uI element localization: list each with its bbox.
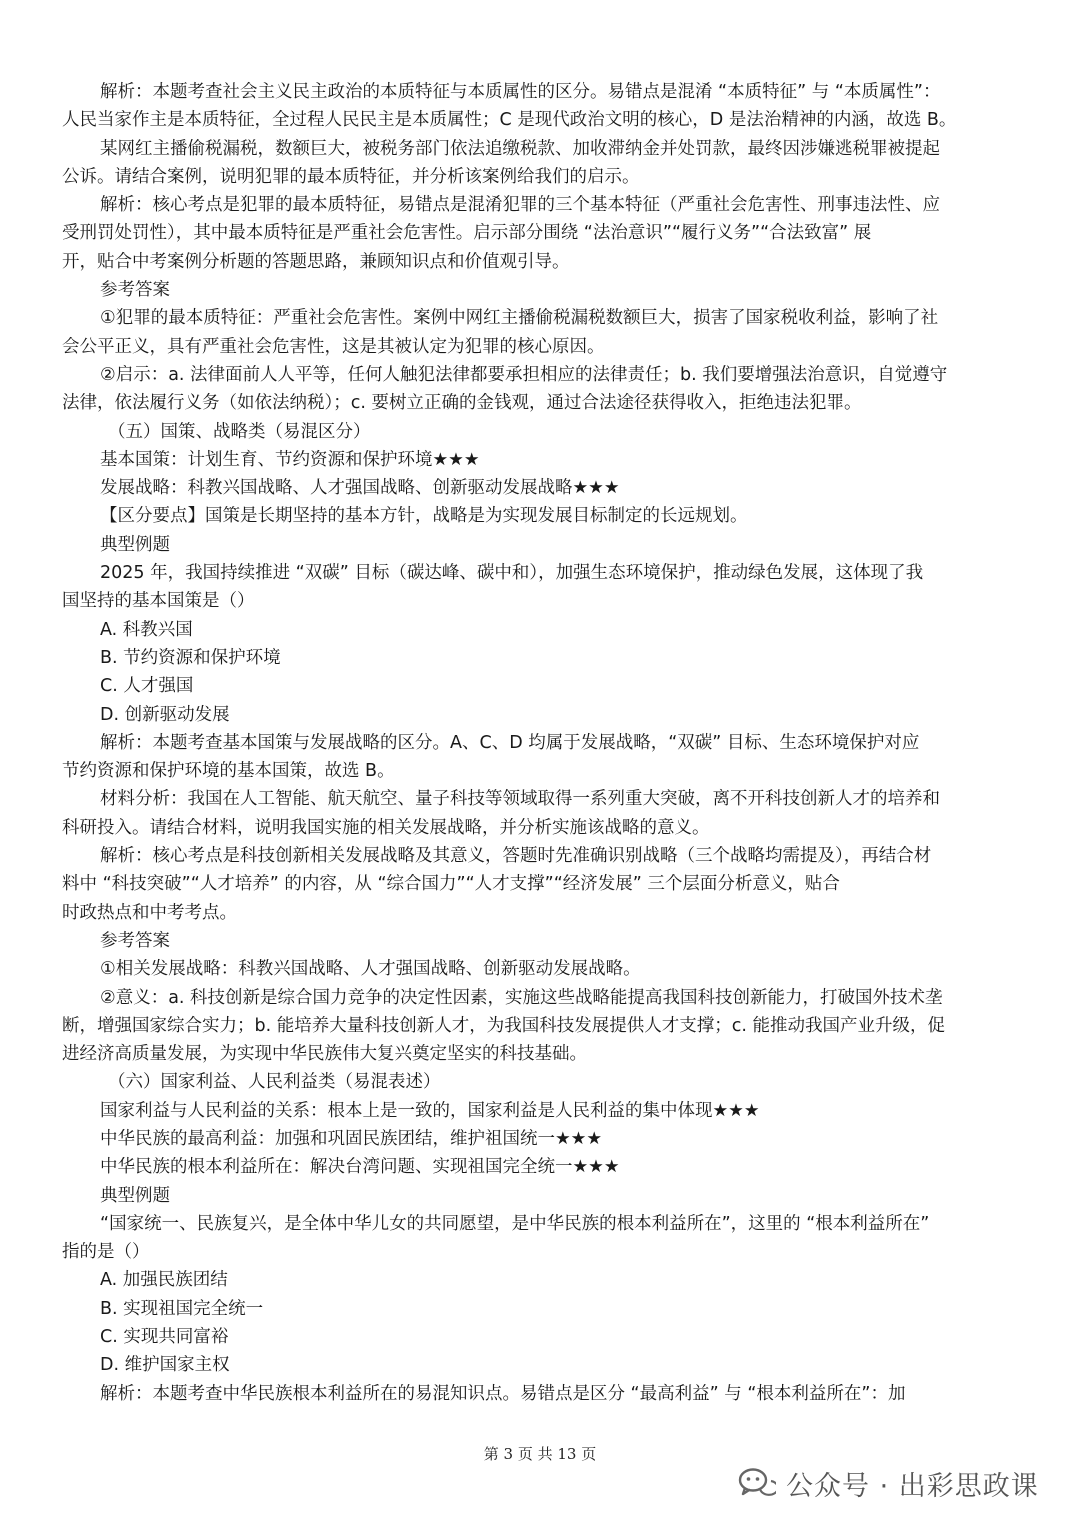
question-stem: “国家统一、民族复兴，是全体中华儿女的共同愿望，是中华民族的根本利益所在”，这里的 “根本利益所在” [100, 1213, 930, 1234]
option-c: C. 实现共同富裕 [100, 1327, 229, 1348]
key-point: 中华民族的最高利益：加强和巩固民族团结，维护祖国统一★★★ [100, 1128, 603, 1149]
analysis-paragraph: 开，贴合中考案例分析题的答题思路，兼顾知识点和价值观引导。 [62, 251, 570, 272]
material-question: 材料分析：我国在人工智能、航天航空、量子科技等领域取得一系列重大突破，离不开科技创新人才的培养和 [100, 789, 940, 810]
question-stem: 国坚持的基本国策是（） [62, 591, 255, 612]
option-d: D. 维护国家主权 [100, 1355, 230, 1376]
wechat-icon [738, 1468, 776, 1498]
option-a: A. 加强民族团结 [100, 1270, 228, 1291]
document-body [62, 78, 1020, 1408]
answer-paragraph: 进经济高质量发展，为实现中华民族伟大复兴奠定坚实的科技基础。 [62, 1044, 587, 1065]
example-heading: 典型例题 [100, 1185, 170, 1206]
answer-paragraph: ①犯罪的最本质特征：严重社会危害性。案例中网红主播偷税漏税数额巨大，损害了国家税收利益，影响了社 [100, 308, 939, 329]
question-stem: 2025 年，我国持续推进 “双碳” 目标（碳达峰、碳中和），加强生态环境保护，推动绿色发展，这体现了我 [100, 563, 924, 584]
answer-paragraph: ②意义：a. 科技创新是综合国力竞争的决定性因素，实施这些战略能提高我国科技创新能力，打破国外技术垄 [100, 987, 943, 1008]
example-heading: 典型例题 [100, 534, 170, 555]
analysis-paragraph: 人民当家作主是本质特征，全过程人民民主是本质属性；C 是现代政治文明的核心，D 是法治精神的内涵，故选 B。 [62, 110, 957, 131]
section-heading: （六）国家利益、人民利益类（易混表述） [108, 1072, 441, 1093]
key-point: 基本国策：计划生育、节约资源和保护环境★★★ [100, 449, 480, 470]
material-question: 科研投入。请结合材料，说明我国实施的相关发展战略，并分析实施该战略的意义。 [62, 817, 710, 838]
analysis-paragraph: 解析：本题考查中华民族根本利益所在的易混知识点。易错点是区分 “最高利益” 与 “根本利益所在”：加 [100, 1383, 906, 1404]
key-point: 国家利益与人民利益的关系：根本上是一致的，国家利益是人民利益的集中体现★★★ [100, 1100, 760, 1121]
watermark-text: 公众号 · 出彩思政课 [786, 1470, 1039, 1502]
case-question: 某网红主播偷税漏税，数额巨大，被税务部门依法追缴税款、加收滞纳金并处罚款，最终因涉嫌逃税罪被提起 [100, 138, 940, 159]
option-b: B. 实现祖国完全统一 [100, 1298, 264, 1319]
answer-paragraph: ②启示：a. 法律面前人人平等，任何人触犯法律都要承担相应的法律责任；b. 我们要增强法治意识，自觉遵守 [100, 364, 948, 385]
page-number: 第 3 页 共 13 页 [483, 1445, 597, 1463]
key-point: 中华民族的根本利益所在：解决台湾问题、实现祖国完全统一★★★ [100, 1157, 620, 1178]
analysis-paragraph: 解析：本题考查社会主义民主政治的本质特征与本质属性的区分。易错点是混淆 “本质特征” 与 “本质属性”： [100, 82, 941, 102]
answer-heading: 参考答案 [100, 280, 170, 301]
watermark [738, 1463, 1039, 1503]
analysis-paragraph: 时政热点和中考考点。 [62, 902, 237, 923]
key-point: 发展战略：科教兴国战略、人才强国战略、创新驱动发展战略★★★ [100, 478, 620, 499]
question-stem: 指的是（） [62, 1242, 150, 1263]
analysis-paragraph: 解析：核心考点是科技创新相关发展战略及其意义，答题时先准确识别战略（三个战略均需提及），再结合材 [100, 846, 932, 867]
analysis-paragraph: 料中 “科技突破”“人才培养” 的内容，从 “综合国力”“人才支撑”“经济发展” 三个层面分析意义，贴合 [62, 874, 840, 895]
option-b: B. 节约资源和保护环境 [100, 647, 281, 668]
option-c: C. 人才强国 [100, 676, 194, 697]
answer-paragraph: 会公平正义，具有严重社会危害性，这是其被认定为犯罪的核心原因。 [62, 336, 605, 357]
answer-paragraph: ①相关发展战略：科教兴国战略、人才强国战略、创新驱动发展战略。 [100, 959, 641, 980]
analysis-paragraph: 节约资源和保护环境的基本国策，故选 B。 [62, 761, 395, 782]
key-point: 【区分要点】国策是长期坚持的基本方针，战略是为实现发展目标制定的长远规划。 [100, 506, 748, 527]
answer-paragraph: 断，增强国家综合实力；b. 能培养大量科技创新人才，为我国科技发展提供人才支撑；c. 能推动我国产业升级，促 [62, 1015, 945, 1036]
analysis-paragraph: 解析：本题考查基本国策与发展战略的区分。A、C、D 均属于发展战略，“双碳” 目标、生态环境保护对应 [100, 732, 920, 753]
analysis-paragraph: 解析：核心考点是犯罪的最本质特征，易错点是混淆犯罪的三个基本特征（严重社会危害性、刑事违法性、应 [100, 195, 940, 216]
option-a: A. 科教兴国 [100, 619, 193, 640]
answer-paragraph: 法律，依法履行义务（如依法纳税）；c. 要树立正确的金钱观，通过合法途径获得收入，拒绝违法犯罪。 [62, 393, 862, 414]
analysis-paragraph: 受刑罚处罚性），其中最本质特征是严重社会危害性。启示部分围绕 “法治意识”“履行义务”“合法致富” 展 [62, 223, 872, 244]
answer-heading: 参考答案 [100, 930, 170, 951]
case-question: 公诉。请结合案例，说明犯罪的最本质特征，并分析该案例给我们的启示。 [62, 166, 640, 187]
option-d: D. 创新驱动发展 [100, 704, 230, 725]
section-heading: （五）国策、战略类（易混区分） [108, 421, 371, 442]
